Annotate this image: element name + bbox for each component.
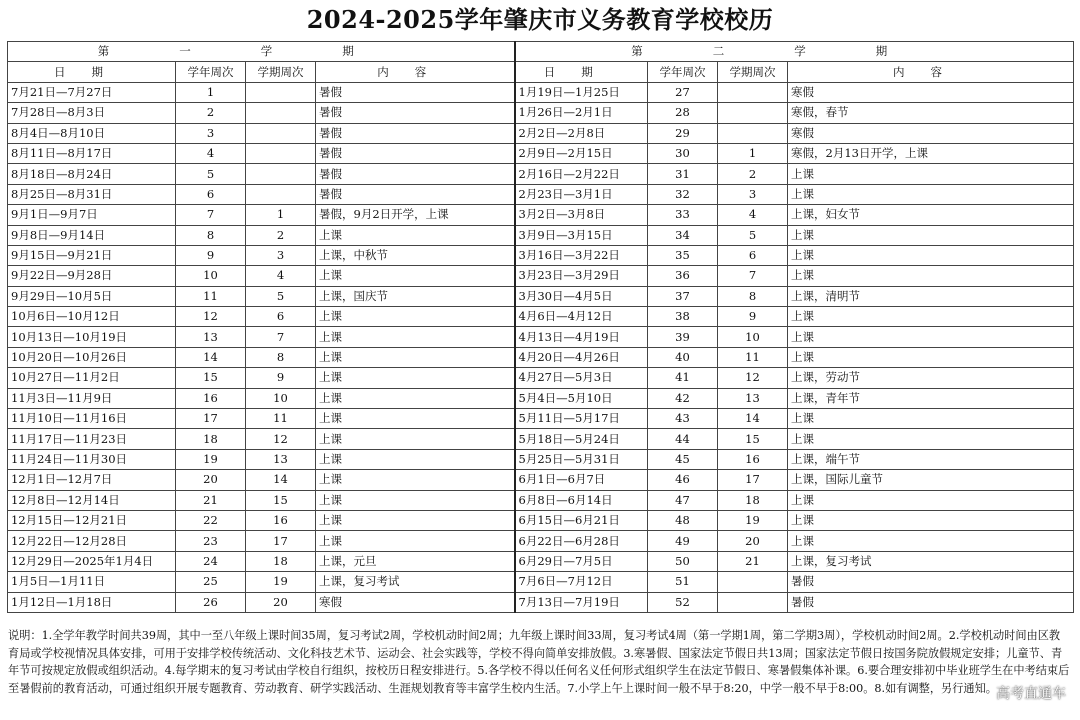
cell-year-week-1: 17 xyxy=(176,409,246,429)
cell-year-week-1: 24 xyxy=(176,551,246,571)
cell-date-2: 3月9日—3月15日 xyxy=(515,225,648,245)
cell-content-2: 上课 xyxy=(788,347,1074,367)
cell-date-1: 12月15日—12月21日 xyxy=(8,510,176,530)
cell-term-week-1 xyxy=(246,82,316,102)
cell-content-2: 寒假，春节 xyxy=(788,103,1074,123)
table-row xyxy=(8,347,1074,367)
col-date-2: 日期 xyxy=(515,62,648,82)
cell-year-week-2: 34 xyxy=(648,225,718,245)
table-row xyxy=(8,225,1074,245)
table-row xyxy=(8,103,1074,123)
cell-year-week-1: 7 xyxy=(176,205,246,225)
cell-content-2: 上课 xyxy=(788,245,1074,265)
cell-content-2: 上课 xyxy=(788,225,1074,245)
cell-date-1: 9月8日—9月14日 xyxy=(8,225,176,245)
table-row xyxy=(8,409,1074,429)
cell-date-2: 4月13日—4月19日 xyxy=(515,327,648,347)
cell-term-week-2: 7 xyxy=(718,266,788,286)
table-row xyxy=(8,388,1074,408)
cell-term-week-1 xyxy=(246,184,316,204)
cell-year-week-2: 49 xyxy=(648,531,718,551)
cell-term-week-2 xyxy=(718,572,788,592)
cell-year-week-1: 11 xyxy=(176,286,246,306)
table-row xyxy=(8,82,1074,102)
cell-term-week-2: 12 xyxy=(718,368,788,388)
cell-content-1: 上课，国庆节 xyxy=(316,286,515,306)
page-title: 2024-2025学年肇庆市义务教育学校校历 xyxy=(306,5,774,34)
cell-term-week-2: 1 xyxy=(718,143,788,163)
cell-term-week-2 xyxy=(718,103,788,123)
cell-date-1: 12月22日—12月28日 xyxy=(8,531,176,551)
cell-year-week-1: 20 xyxy=(176,470,246,490)
cell-content-1: 上课 xyxy=(316,307,515,327)
cell-term-week-1: 18 xyxy=(246,551,316,571)
cell-year-week-2: 48 xyxy=(648,510,718,530)
cell-content-2: 上课，劳动节 xyxy=(788,368,1074,388)
watermark: 高考直通车 xyxy=(996,686,1066,702)
cell-content-1: 上课 xyxy=(316,266,515,286)
cell-date-1: 7月28日—8月3日 xyxy=(8,103,176,123)
cell-date-2: 3月16日—3月22日 xyxy=(515,245,648,265)
cell-date-1: 9月15日—9月21日 xyxy=(8,245,176,265)
cell-content-1: 暑假 xyxy=(316,123,515,143)
cell-content-2: 上课，清明节 xyxy=(788,286,1074,306)
cell-content-1: 上课，中秋节 xyxy=(316,245,515,265)
cell-date-2: 6月22日—6月28日 xyxy=(515,531,648,551)
cell-year-week-1: 13 xyxy=(176,327,246,347)
cell-content-2: 寒假，2月13日开学，上课 xyxy=(788,143,1074,163)
cell-date-2: 5月11日—5月17日 xyxy=(515,409,648,429)
cell-term-week-1: 7 xyxy=(246,327,316,347)
cell-date-1: 8月11日—8月17日 xyxy=(8,143,176,163)
cell-term-week-1: 15 xyxy=(246,490,316,510)
cell-term-week-1 xyxy=(246,164,316,184)
cell-date-2: 2月9日—2月15日 xyxy=(515,143,648,163)
cell-term-week-1: 1 xyxy=(246,205,316,225)
cell-content-2: 上课 xyxy=(788,327,1074,347)
cell-term-week-1: 4 xyxy=(246,266,316,286)
cell-date-2: 3月23日—3月29日 xyxy=(515,266,648,286)
cell-term-week-1 xyxy=(246,103,316,123)
cell-term-week-2 xyxy=(718,592,788,612)
col-date-1: 日期 xyxy=(8,62,176,82)
cell-year-week-1: 5 xyxy=(176,164,246,184)
cell-term-week-1: 2 xyxy=(246,225,316,245)
cell-term-week-2 xyxy=(718,123,788,143)
cell-term-week-1: 11 xyxy=(246,409,316,429)
cell-date-2: 2月23日—3月1日 xyxy=(515,184,648,204)
cell-term-week-2: 10 xyxy=(718,327,788,347)
cell-date-1: 11月10日—11月16日 xyxy=(8,409,176,429)
cell-term-week-2: 15 xyxy=(718,429,788,449)
cell-date-1: 12月8日—12月14日 xyxy=(8,490,176,510)
cell-content-2: 暑假 xyxy=(788,572,1074,592)
cell-date-2: 6月1日—6月7日 xyxy=(515,470,648,490)
cell-term-week-1: 5 xyxy=(246,286,316,306)
cell-date-1: 7月21日—7月27日 xyxy=(8,82,176,102)
cell-term-week-1: 16 xyxy=(246,510,316,530)
cell-year-week-2: 35 xyxy=(648,245,718,265)
cell-year-week-1: 14 xyxy=(176,347,246,367)
cell-content-1: 上课 xyxy=(316,429,515,449)
cell-year-week-2: 42 xyxy=(648,388,718,408)
cell-year-week-2: 29 xyxy=(648,123,718,143)
table-row xyxy=(8,470,1074,490)
cell-year-week-1: 4 xyxy=(176,143,246,163)
cell-date-2: 5月4日—5月10日 xyxy=(515,388,648,408)
cell-date-2: 4月6日—4月12日 xyxy=(515,307,648,327)
cell-term-week-2: 2 xyxy=(718,164,788,184)
cell-year-week-2: 27 xyxy=(648,82,718,102)
cell-year-week-1: 25 xyxy=(176,572,246,592)
cell-term-week-2: 11 xyxy=(718,347,788,367)
cell-term-week-2: 8 xyxy=(718,286,788,306)
table-row xyxy=(8,205,1074,225)
cell-term-week-2: 18 xyxy=(718,490,788,510)
table-row xyxy=(8,572,1074,592)
cell-content-1: 暑假 xyxy=(316,82,515,102)
cell-date-2: 6月15日—6月21日 xyxy=(515,510,648,530)
cell-term-week-2: 17 xyxy=(718,470,788,490)
cell-date-1: 8月18日—8月24日 xyxy=(8,164,176,184)
cell-date-1: 10月20日—10月26日 xyxy=(8,347,176,367)
cell-term-week-1: 8 xyxy=(246,347,316,367)
notes-text: 说明：1.全学年教学时间共39周，其中一至八年级上课时间35周，复习考试2周，学校机动时间2周；九年级上课时间33周，复习考试4周（第一学期1周，第二学期3周），学校机动时间2周。2.学校机动时间由区教育局或学校视情况具体安排，可用于安排学校传统活动、文化科技艺术节、运动会、社会实践等，学校不得向简单安排放假。3.寒暑假、国家法定节假日共13周；国家法定节假日按国务院放假规定安排；儿童节、青年节可按规定放假或组织活动。4.每学期末的复习考试由学校自行组织，按校历日程安排进行。5.各学校不得以任何名义任何形式组织学生在法定节假日、寒暑假集体补课。6.要合理安排初中毕业班学生在中考结束后至暑假前的教育活动，可通过组织开展专题教育、劳动教育、研学实践活动、生涯规划教育等丰富学生校内生活。7.小学上午上课时间一般不早于8:20，中学一般不早于8:00。8.如有调整，另行通知。 xyxy=(8,629,1070,695)
cell-content-2: 上课 xyxy=(788,184,1074,204)
notes xyxy=(8,627,1070,697)
cell-content-1: 上课 xyxy=(316,368,515,388)
cell-content-2: 上课，复习考试 xyxy=(788,551,1074,571)
cell-year-week-2: 30 xyxy=(648,143,718,163)
cell-content-1: 暑假 xyxy=(316,103,515,123)
cell-year-week-2: 44 xyxy=(648,429,718,449)
cell-year-week-2: 36 xyxy=(648,266,718,286)
cell-year-week-1: 21 xyxy=(176,490,246,510)
table-row xyxy=(8,143,1074,163)
cell-term-week-2: 5 xyxy=(718,225,788,245)
cell-year-week-2: 43 xyxy=(648,409,718,429)
cell-term-week-2: 21 xyxy=(718,551,788,571)
table-row xyxy=(8,307,1074,327)
cell-content-1: 上课 xyxy=(316,531,515,551)
table-row xyxy=(8,531,1074,551)
cell-date-1: 1月5日—1月11日 xyxy=(8,572,176,592)
cell-term-week-1: 9 xyxy=(246,368,316,388)
cell-year-week-2: 46 xyxy=(648,470,718,490)
cell-content-2: 上课，青年节 xyxy=(788,388,1074,408)
cell-year-week-1: 19 xyxy=(176,449,246,469)
cell-year-week-2: 45 xyxy=(648,449,718,469)
cell-content-2: 上课 xyxy=(788,307,1074,327)
cell-date-2: 4月20日—4月26日 xyxy=(515,347,648,367)
cell-term-week-2 xyxy=(718,82,788,102)
table-row xyxy=(8,592,1074,612)
cell-content-2: 上课 xyxy=(788,409,1074,429)
cell-content-1: 寒假 xyxy=(316,592,515,612)
cell-date-1: 9月22日—9月28日 xyxy=(8,266,176,286)
cell-date-1: 12月29日—2025年1月4日 xyxy=(8,551,176,571)
cell-date-1: 11月3日—11月9日 xyxy=(8,388,176,408)
cell-term-week-1 xyxy=(246,123,316,143)
cell-year-week-1: 1 xyxy=(176,82,246,102)
cell-year-week-1: 23 xyxy=(176,531,246,551)
cell-content-2: 上课，妇女节 xyxy=(788,205,1074,225)
cell-year-week-1: 3 xyxy=(176,123,246,143)
cell-content-1: 上课 xyxy=(316,409,515,429)
col-year-week-1: 学年周次 xyxy=(176,62,246,82)
cell-content-1: 上课 xyxy=(316,490,515,510)
cell-date-2: 6月29日—7月5日 xyxy=(515,551,648,571)
cell-content-1: 暑假 xyxy=(316,143,515,163)
col-term-week-1: 学期周次 xyxy=(246,62,316,82)
cell-term-week-1: 17 xyxy=(246,531,316,551)
cell-year-week-1: 9 xyxy=(176,245,246,265)
cell-term-week-1: 20 xyxy=(246,592,316,612)
cell-date-1: 11月24日—11月30日 xyxy=(8,449,176,469)
cell-date-2: 7月6日—7月12日 xyxy=(515,572,648,592)
cell-year-week-2: 51 xyxy=(648,572,718,592)
table-row xyxy=(8,327,1074,347)
calendar-rows xyxy=(8,82,1074,612)
cell-content-1: 暑假 xyxy=(316,164,515,184)
cell-term-week-2: 16 xyxy=(718,449,788,469)
cell-date-1: 1月12日—1月18日 xyxy=(8,592,176,612)
cell-date-2: 1月19日—1月25日 xyxy=(515,82,648,102)
col-year-week-2: 学年周次 xyxy=(648,62,718,82)
cell-year-week-1: 12 xyxy=(176,307,246,327)
cell-year-week-2: 47 xyxy=(648,490,718,510)
table-row xyxy=(8,510,1074,530)
cell-date-2: 4月27日—5月3日 xyxy=(515,368,648,388)
semester1-header: 第一学期 xyxy=(8,42,515,62)
cell-content-2: 寒假 xyxy=(788,123,1074,143)
table-row xyxy=(8,368,1074,388)
cell-term-week-2: 4 xyxy=(718,205,788,225)
table-row xyxy=(8,490,1074,510)
cell-date-2: 5月18日—5月24日 xyxy=(515,429,648,449)
cell-year-week-1: 10 xyxy=(176,266,246,286)
table-row xyxy=(8,449,1074,469)
cell-year-week-2: 52 xyxy=(648,592,718,612)
cell-term-week-2: 9 xyxy=(718,307,788,327)
cell-year-week-2: 38 xyxy=(648,307,718,327)
table-row xyxy=(8,184,1074,204)
cell-year-week-1: 2 xyxy=(176,103,246,123)
cell-content-1: 上课 xyxy=(316,388,515,408)
table-row xyxy=(8,551,1074,571)
cell-content-2: 上课 xyxy=(788,164,1074,184)
cell-date-1: 9月1日—9月7日 xyxy=(8,205,176,225)
cell-term-week-1: 10 xyxy=(246,388,316,408)
cell-year-week-2: 33 xyxy=(648,205,718,225)
calendar-table xyxy=(7,41,1074,613)
cell-content-1: 上课 xyxy=(316,470,515,490)
cell-content-2: 寒假 xyxy=(788,82,1074,102)
cell-year-week-2: 50 xyxy=(648,551,718,571)
col-content-2: 内容 xyxy=(788,62,1074,82)
cell-content-1: 上课 xyxy=(316,347,515,367)
cell-date-1: 12月1日—12月7日 xyxy=(8,470,176,490)
cell-year-week-2: 31 xyxy=(648,164,718,184)
cell-term-week-1: 12 xyxy=(246,429,316,449)
semester2-header: 第二学期 xyxy=(515,42,1074,62)
cell-content-2: 上课，国际儿童节 xyxy=(788,470,1074,490)
cell-term-week-1: 14 xyxy=(246,470,316,490)
cell-year-week-1: 16 xyxy=(176,388,246,408)
cell-term-week-2: 14 xyxy=(718,409,788,429)
cell-date-1: 11月17日—11月23日 xyxy=(8,429,176,449)
table-row xyxy=(8,245,1074,265)
cell-term-week-2: 6 xyxy=(718,245,788,265)
cell-content-2: 上课 xyxy=(788,490,1074,510)
cell-term-week-2: 13 xyxy=(718,388,788,408)
cell-term-week-1: 13 xyxy=(246,449,316,469)
cell-content-1: 上课 xyxy=(316,327,515,347)
cell-term-week-2: 19 xyxy=(718,510,788,530)
cell-content-2: 上课 xyxy=(788,531,1074,551)
table-row xyxy=(8,164,1074,184)
cell-content-1: 上课 xyxy=(316,510,515,530)
cell-content-1: 上课，元旦 xyxy=(316,551,515,571)
cell-year-week-2: 37 xyxy=(648,286,718,306)
cell-date-2: 3月2日—3月8日 xyxy=(515,205,648,225)
cell-content-1: 暑假，9月2日开学，上课 xyxy=(316,205,515,225)
cell-date-1: 10月6日—10月12日 xyxy=(8,307,176,327)
cell-year-week-1: 8 xyxy=(176,225,246,245)
table-row xyxy=(8,266,1074,286)
cell-content-2: 上课 xyxy=(788,266,1074,286)
col-term-week-2: 学期周次 xyxy=(718,62,788,82)
cell-date-1: 10月27日—11月2日 xyxy=(8,368,176,388)
cell-year-week-2: 39 xyxy=(648,327,718,347)
cell-date-2: 3月30日—4月5日 xyxy=(515,286,648,306)
cell-date-2: 1月26日—2月1日 xyxy=(515,103,648,123)
cell-date-1: 8月25日—8月31日 xyxy=(8,184,176,204)
cell-year-week-2: 28 xyxy=(648,103,718,123)
cell-year-week-2: 41 xyxy=(648,368,718,388)
cell-date-1: 9月29日—10月5日 xyxy=(8,286,176,306)
cell-year-week-1: 22 xyxy=(176,510,246,530)
table-row xyxy=(8,286,1074,306)
cell-content-1: 上课 xyxy=(316,225,515,245)
cell-date-1: 10月13日—10月19日 xyxy=(8,327,176,347)
cell-year-week-1: 6 xyxy=(176,184,246,204)
cell-term-week-1 xyxy=(246,143,316,163)
cell-term-week-2: 3 xyxy=(718,184,788,204)
cell-year-week-2: 40 xyxy=(648,347,718,367)
cell-date-2: 2月16日—2月22日 xyxy=(515,164,648,184)
cell-content-2: 上课 xyxy=(788,429,1074,449)
cell-content-1: 上课 xyxy=(316,449,515,469)
cell-content-2: 上课，端午节 xyxy=(788,449,1074,469)
cell-content-1: 上课，复习考试 xyxy=(316,572,515,592)
cell-term-week-2: 20 xyxy=(718,531,788,551)
col-content-1: 内容 xyxy=(316,62,515,82)
cell-content-1: 暑假 xyxy=(316,184,515,204)
cell-year-week-1: 18 xyxy=(176,429,246,449)
cell-term-week-1: 6 xyxy=(246,307,316,327)
table-row xyxy=(8,123,1074,143)
cell-year-week-1: 26 xyxy=(176,592,246,612)
table-row xyxy=(8,429,1074,449)
cell-content-2: 上课 xyxy=(788,510,1074,530)
cell-content-2: 暑假 xyxy=(788,592,1074,612)
cell-date-2: 6月8日—6月14日 xyxy=(515,490,648,510)
cell-term-week-1: 3 xyxy=(246,245,316,265)
cell-year-week-2: 32 xyxy=(648,184,718,204)
cell-year-week-1: 15 xyxy=(176,368,246,388)
cell-date-1: 8月4日—8月10日 xyxy=(8,123,176,143)
cell-term-week-1: 19 xyxy=(246,572,316,592)
cell-date-2: 7月13日—7月19日 xyxy=(515,592,648,612)
cell-date-2: 5月25日—5月31日 xyxy=(515,449,648,469)
cell-date-2: 2月2日—2月8日 xyxy=(515,123,648,143)
